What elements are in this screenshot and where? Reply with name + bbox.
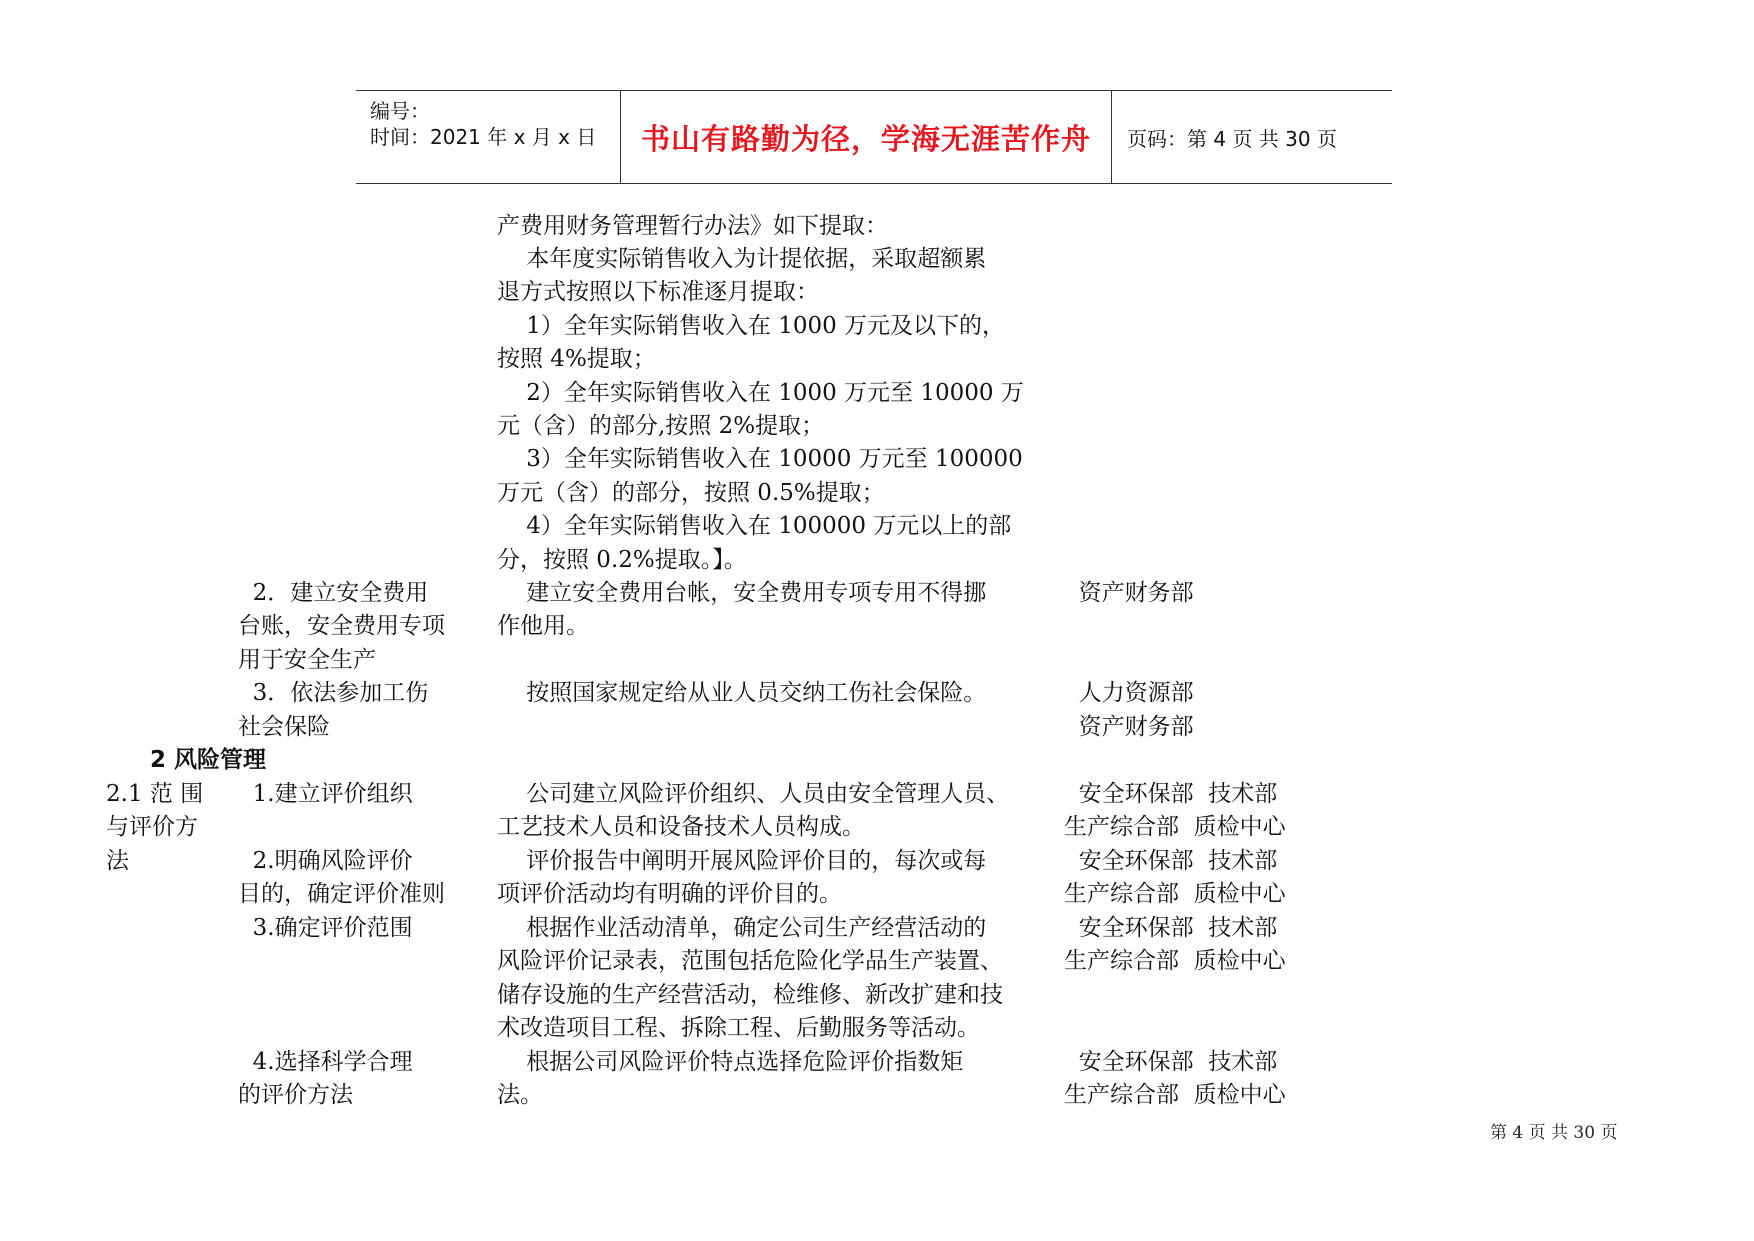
item-description: 风险评价记录表，范围包括危险化学品生产装置、 (497, 948, 1003, 974)
item-description: 项评价活动均有明确的评价目的。 (497, 881, 842, 907)
item-name: 1.建立评价组织 (238, 781, 413, 807)
item-description: 根据作业活动清单，确定公司生产经营活动的 (497, 915, 987, 941)
item-name: 用于安全生产 (238, 647, 376, 673)
header-meta (356, 91, 621, 183)
item-description: 术改造项目工程、拆除工程、后勤服务等活动。 (497, 1015, 980, 1041)
item-description: 作他用。 (497, 613, 589, 639)
item-name: 2.明确风险评价 (238, 848, 413, 874)
section-title: 2 风险管理 (150, 747, 267, 773)
responsible-dept: 生产综合部 质检中心 (1064, 881, 1286, 907)
responsible-dept: 安全环保部 技术部 (1064, 781, 1278, 807)
item-name: 3.确定评价范围 (238, 915, 413, 941)
header-page-info: 页码：第 4 页 共 30 页 (1127, 126, 1337, 151)
document-number-label: 编号： (370, 99, 430, 123)
intro-line: 元（含）的部分,按照 2%提取； (497, 413, 825, 439)
responsible-dept: 安全环保部 技术部 (1064, 915, 1278, 941)
responsible-dept: 生产综合部 质检中心 (1064, 948, 1286, 974)
responsible-dept: 资产财务部 (1064, 714, 1194, 740)
page-header (356, 90, 1392, 184)
intro-line: 3）全年实际销售收入在 10000 万元至 100000 (497, 446, 1023, 472)
intro-line: 4）全年实际销售收入在 100000 万元以上的部 (497, 513, 1012, 539)
intro-line: 2）全年实际销售收入在 1000 万元至 10000 万 (497, 380, 1024, 406)
item-name: 的评价方法 (238, 1082, 353, 1108)
responsible-dept: 人力资源部 (1064, 680, 1194, 706)
section-label: 法 (106, 848, 129, 874)
intro-line: 万元（含）的部分，按照 0.5%提取； (497, 480, 885, 506)
item-name: 社会保险 (238, 714, 330, 740)
page-footer: 第 4 页 共 30 页 (1490, 1123, 1618, 1143)
intro-line: 产费用财务管理暂行办法》如下提取： (497, 213, 888, 239)
header-page-cell (1113, 91, 1392, 183)
intro-line: 分，按照 0.2%提取。】。 (497, 547, 747, 573)
responsible-dept: 资产财务部 (1064, 580, 1194, 606)
item-description: 公司建立风险评价组织、人员由安全管理人员、 (497, 781, 1010, 807)
item-description: 按照国家规定给从业人员交纳工伤社会保险。 (497, 680, 987, 706)
intro-line: 退方式按照以下标准逐月提取： (497, 279, 819, 305)
header-motto-cell (621, 91, 1112, 183)
item-description: 储存设施的生产经营活动，检维修、新改扩建和技 (497, 982, 1003, 1008)
item-description: 根据公司风险评价特点选择危险评价指数矩 (497, 1049, 964, 1075)
item-name: 目的，确定评价准则 (238, 881, 445, 907)
responsible-dept: 生产综合部 质检中心 (1064, 1082, 1286, 1108)
responsible-dept: 安全环保部 技术部 (1064, 1049, 1278, 1075)
motto: 书山有路勤为径，学海无涯苦作舟 (640, 121, 1091, 156)
intro-line: 按照 4%提取； (497, 346, 656, 372)
section-label: 与评价方 (106, 814, 198, 840)
intro-line: 本年度实际销售收入为计提依据，采取超额累 (497, 246, 987, 272)
item-description: 工艺技术人员和设备技术人员构成。 (497, 814, 865, 840)
item-name: 台账，安全费用专项 (238, 613, 445, 639)
intro-line: 1）全年实际销售收入在 1000 万元及以下的， (497, 313, 1006, 339)
item-name: 4.选择科学合理 (238, 1049, 413, 1075)
document-time-label: 时间：2021 年 x 月 x 日 (370, 125, 597, 149)
section-label: 2.1 范 围 (106, 781, 204, 807)
responsible-dept: 安全环保部 技术部 (1064, 848, 1278, 874)
item-description: 建立安全费用台帐，安全费用专项专用不得挪 (497, 580, 987, 606)
item-description: 评价报告中阐明开展风险评价目的，每次或每 (497, 848, 987, 874)
item-name: 2．建立安全费用 (238, 580, 429, 606)
item-description: 法。 (497, 1082, 543, 1108)
item-name: 3．依法参加工伤 (238, 680, 429, 706)
responsible-dept: 生产综合部 质检中心 (1064, 814, 1286, 840)
